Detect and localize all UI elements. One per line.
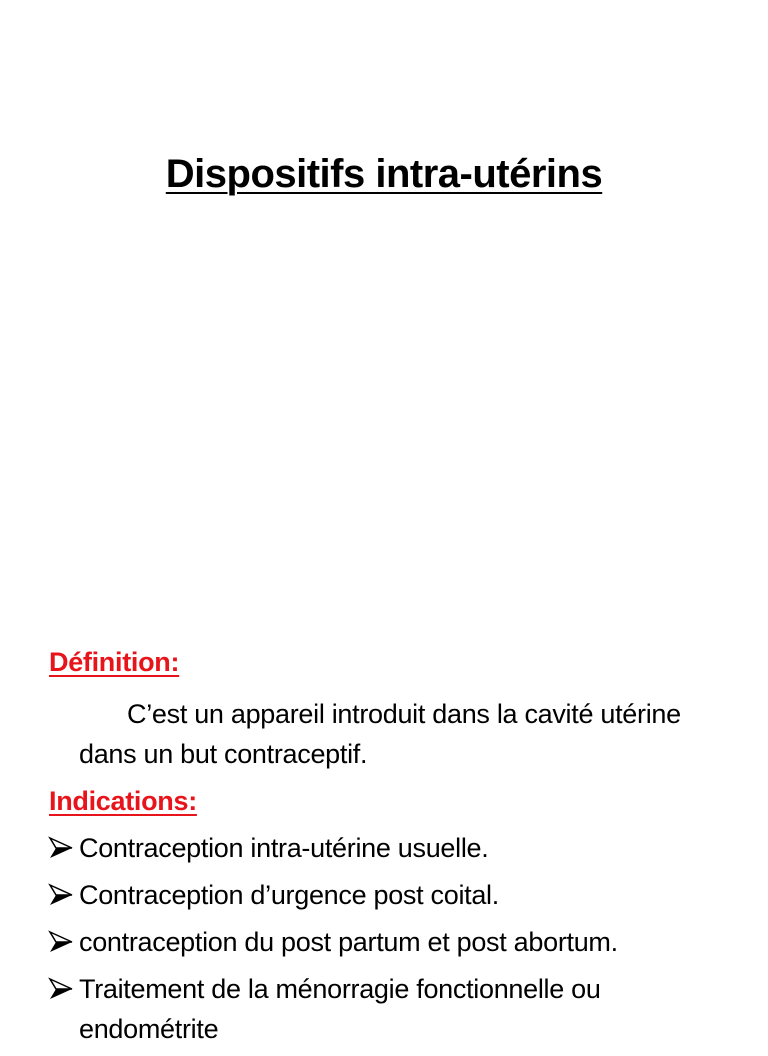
arrow-bullet-icon [49,884,73,906]
definition-heading: Définition: [49,647,180,677]
list-item [49,875,739,915]
list-item-text: Contraception d’urgence post coital. [79,880,499,910]
definition-text-content: C’est un appareil introduit dans la cavité utérine dans un but contraceptif. [79,699,681,769]
definition-text [79,694,739,774]
arrow-bullet-icon [49,837,73,859]
arrow-bullet-icon [49,931,73,953]
list-item-text: contraception du post partum et post abortum. [79,927,618,957]
list-item-text: Contraception intra-utérine usuelle. [79,833,489,863]
indications-list [49,828,739,1056]
slide-title: Dispositifs intra-utérins [165,152,603,196]
list-item [49,922,739,962]
indications-heading: Indications: [49,786,197,816]
list-item-text: Traitement de la ménorragie fonctionnelle ou endométrite [79,974,601,1044]
arrow-bullet-icon [49,978,73,1000]
list-item [49,969,739,1049]
list-item [49,828,739,868]
